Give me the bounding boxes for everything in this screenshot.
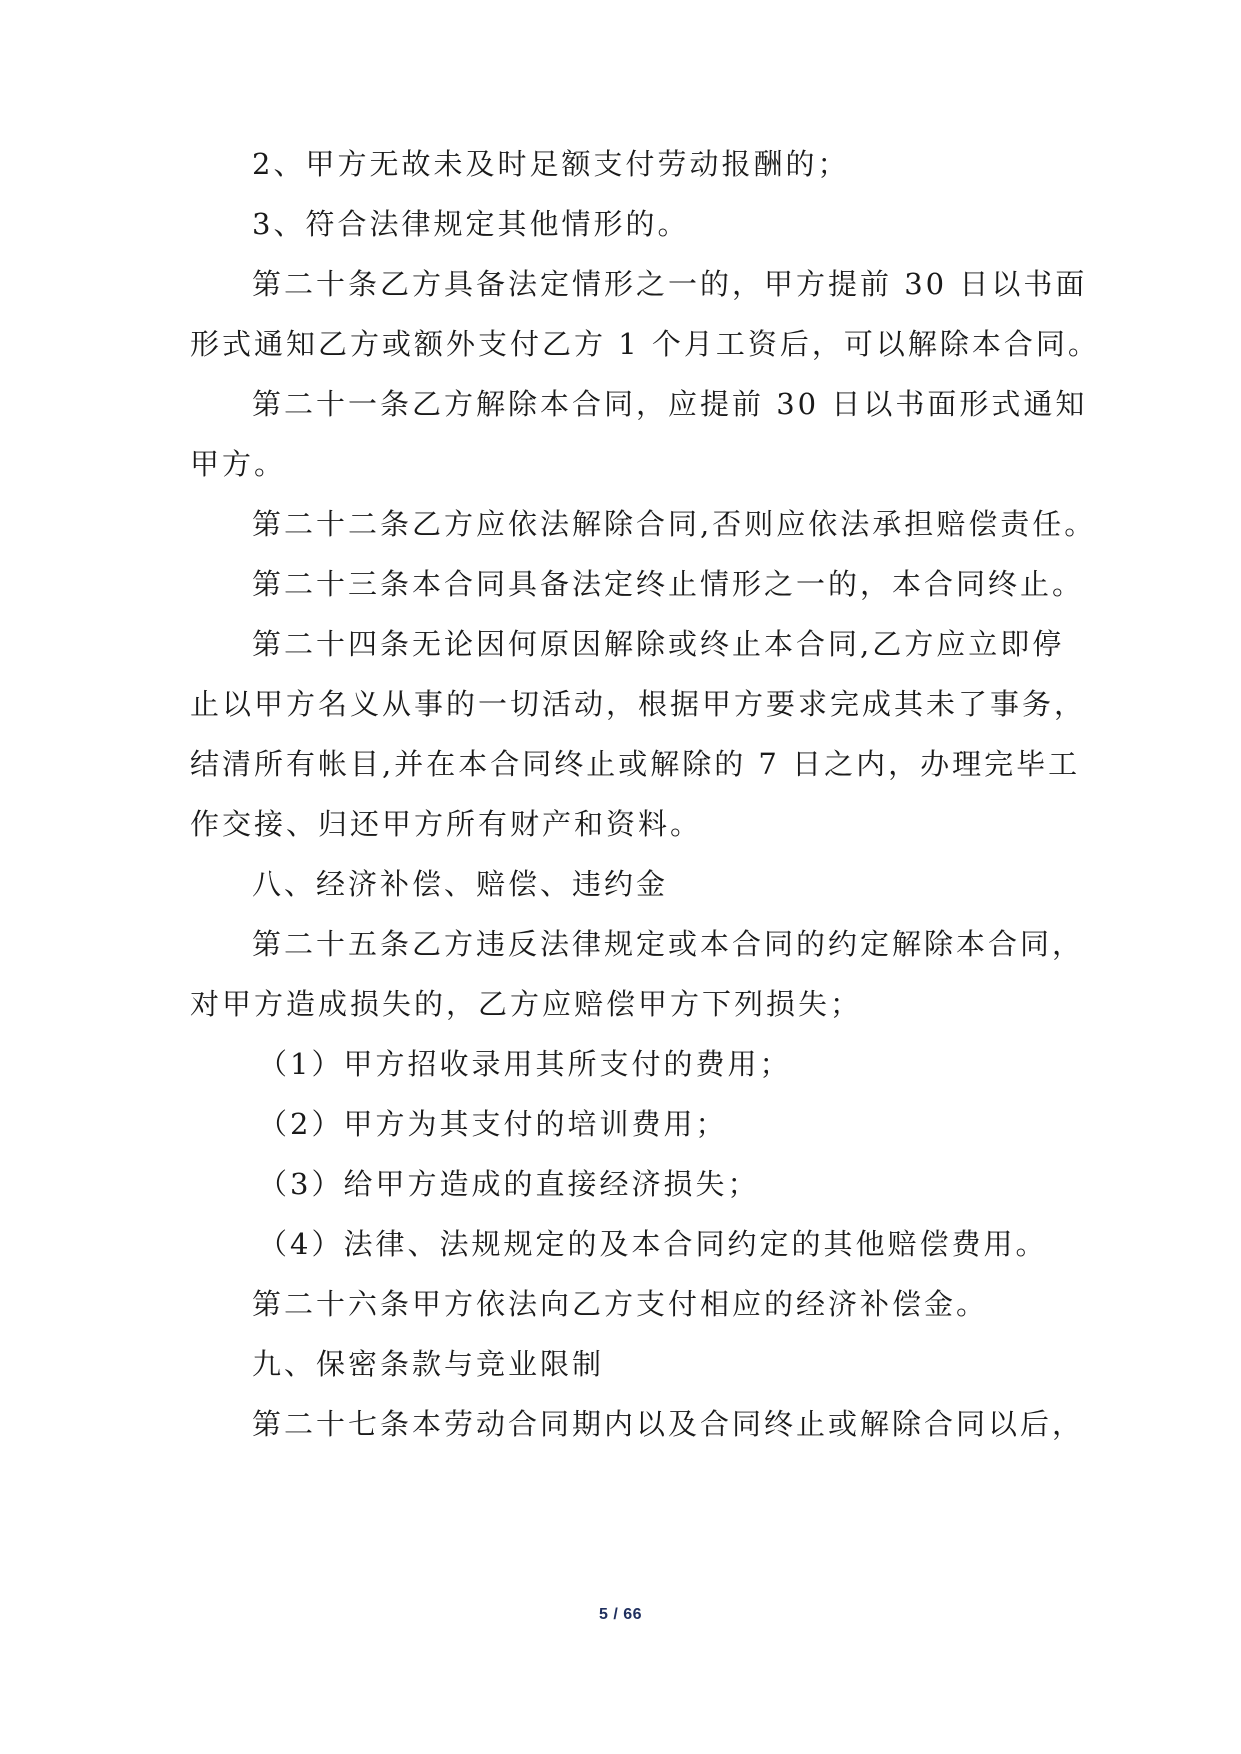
paragraph-line: 第二十条乙方具备法定情形之一的，甲方提前 30 日以书面 <box>252 267 1088 301</box>
list-item: （4）法律、法规规定的及本合同约定的其他赔偿费用。 <box>258 1227 1048 1261</box>
paragraph-line: 2、甲方无故未及时足额支付劳动报酬的； <box>252 147 850 181</box>
section-heading: 九、保密条款与竞业限制 <box>252 1347 605 1381</box>
paragraph-line: 形式通知乙方或额外支付乙方 1 个月工资后，可以解除本合同。 <box>190 327 1100 361</box>
list-item: （1）甲方招收录用其所支付的费用； <box>258 1047 792 1081</box>
list-item: （3）给甲方造成的直接经济损失； <box>258 1167 760 1201</box>
paragraph-line: 第二十六条甲方依法向乙方支付相应的经济补偿金。 <box>252 1287 989 1321</box>
paragraph-line: 第二十三条本合同具备法定终止情形之一的，本合同终止。 <box>252 567 1085 601</box>
page-number: 5 / 66 <box>598 1606 643 1623</box>
paragraph-line: 3、符合法律规定其他情形的。 <box>252 207 690 241</box>
paragraph-line: 对甲方造成损失的，乙方应赔偿甲方下列损失； <box>190 987 863 1021</box>
paragraph-line: 结清所有帐目,并在本合同终止或解除的 7 日之内，办理完毕工 <box>190 747 1081 781</box>
paragraph-line: 第二十七条本劳动合同期内以及合同终止或解除合同以后， <box>252 1407 1085 1441</box>
paragraph-line: 止以甲方名义从事的一切活动，根据甲方要求完成其未了事务， <box>190 687 1087 721</box>
paragraph-line: 第二十五条乙方违反法律规定或本合同的约定解除本合同， <box>252 927 1085 961</box>
paragraph-line: 甲方。 <box>190 447 287 481</box>
paragraph-line: 第二十四条无论因何原因解除或终止本合同,乙方应立即停 <box>252 627 1065 661</box>
paragraph-line: 第二十二条乙方应依法解除合同,否则应依法承担赔偿责任。 <box>252 507 1097 541</box>
section-heading: 八、经济补偿、赔偿、违约金 <box>252 867 669 901</box>
list-item: （2）甲方为其支付的培训费用； <box>258 1107 728 1141</box>
paragraph-line: 作交接、归还甲方所有财产和资料。 <box>190 807 703 841</box>
paragraph-line: 第二十一条乙方解除本合同，应提前 30 日以书面形式通知 <box>252 387 1088 421</box>
